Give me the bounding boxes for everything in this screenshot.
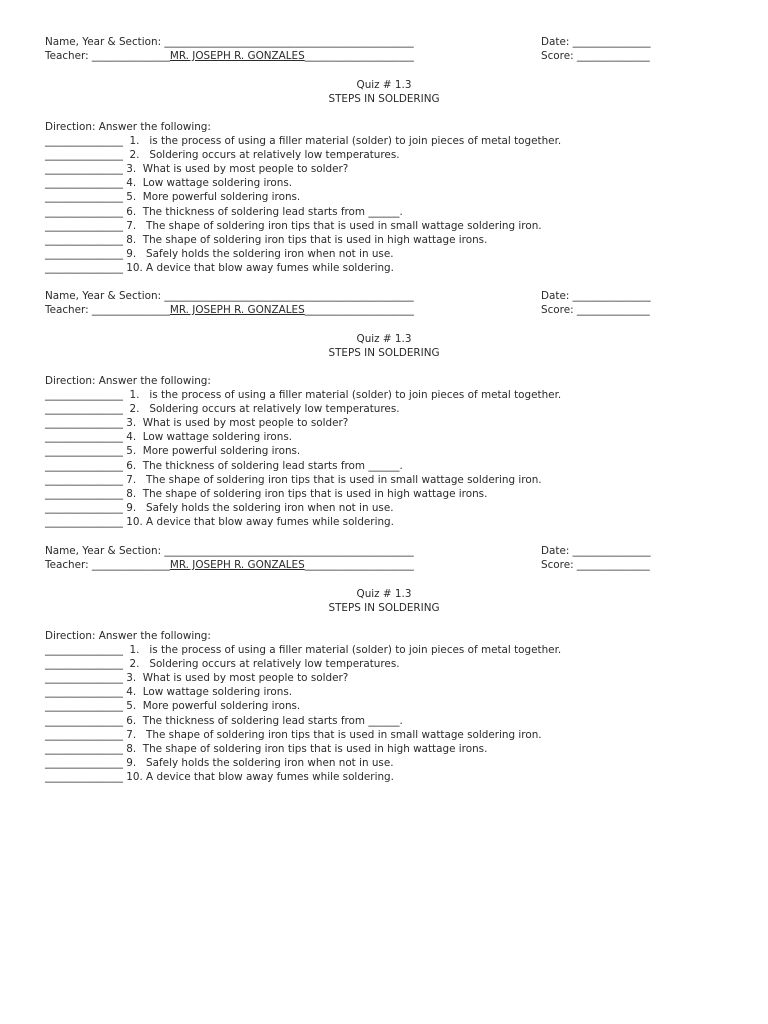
name-year-section-line: Name, Year & Section: ________________________________________________ xyxy=(45,36,414,48)
teacher-label: Teacher: _______________ xyxy=(45,50,170,62)
question-item: _______________ 4. Low wattage soldering irons. xyxy=(45,686,293,698)
question-item: _______________ 9. Safely holds the soldering iron when not in use. xyxy=(45,248,394,260)
date-line: Date: _______________ xyxy=(541,290,651,302)
teacher-line xyxy=(45,50,414,63)
question-item: _______________ 5. More powerful soldering irons. xyxy=(45,445,301,457)
question-item: _______________ 4. Low wattage soldering irons. xyxy=(45,431,293,443)
question-item: _______________ 8. The shape of soldering iron tips that is used in high wattage irons. xyxy=(45,743,488,755)
question-item: _______________ 7. The shape of soldering iron tips that is used in small wattage soldering iron. xyxy=(45,220,542,232)
teacher-label: Teacher: _______________ xyxy=(45,559,170,571)
question-item: _______________ 1. is the process of using a filler material (solder) to join pieces of metal together. xyxy=(45,389,562,401)
teacher-label: Teacher: _______________ xyxy=(45,304,170,316)
question-item: _______________ 6. The thickness of soldering lead starts from ______. xyxy=(45,715,403,727)
date-line: Date: _______________ xyxy=(541,36,651,48)
quiz-subtitle: STEPS IN SOLDERING xyxy=(328,347,440,359)
quiz-title: Quiz # 1.3 xyxy=(356,333,412,345)
question-item: _______________ 10. A device that blow away fumes while soldering. xyxy=(45,262,394,274)
question-item: _______________ 5. More powerful soldering irons. xyxy=(45,700,301,712)
question-item: _______________ 6. The thickness of soldering lead starts from ______. xyxy=(45,206,403,218)
teacher-tail: _____________________ xyxy=(304,304,414,316)
question-item: _______________ 10. A device that blow away fumes while soldering. xyxy=(45,771,394,783)
direction-text: Direction: Answer the following: xyxy=(45,630,211,642)
question-item: _______________ 10. A device that blow away fumes while soldering. xyxy=(45,516,394,528)
question-item: _______________ 9. Safely holds the soldering iron when not in use. xyxy=(45,757,394,769)
question-item: _______________ 7. The shape of soldering iron tips that is used in small wattage soldering iron. xyxy=(45,474,542,486)
question-item: _______________ 2. Soldering occurs at relatively low temperatures. xyxy=(45,403,400,415)
question-item: _______________ 5. More powerful soldering irons. xyxy=(45,191,301,203)
question-item: _______________ 1. is the process of using a filler material (solder) to join pieces of metal together. xyxy=(45,644,562,656)
score-line: Score: ______________ xyxy=(541,50,650,62)
question-item: _______________ 3. What is used by most people to solder? xyxy=(45,672,349,684)
direction-text: Direction: Answer the following: xyxy=(45,375,211,387)
question-item: _______________ 2. Soldering occurs at relatively low temperatures. xyxy=(45,658,400,670)
quiz-sheet-1 xyxy=(0,36,768,286)
question-item: _______________ 8. The shape of soldering iron tips that is used in high wattage irons. xyxy=(45,488,488,500)
teacher-line xyxy=(45,304,414,317)
question-item: _______________ 4. Low wattage soldering irons. xyxy=(45,177,293,189)
quiz-subtitle: STEPS IN SOLDERING xyxy=(328,602,440,614)
quiz-sheet-2 xyxy=(0,290,768,540)
teacher-tail: _____________________ xyxy=(304,559,414,571)
teacher-tail: _____________________ xyxy=(304,50,414,62)
direction-text: Direction: Answer the following: xyxy=(45,121,211,133)
question-item: _______________ 8. The shape of soldering iron tips that is used in high wattage irons. xyxy=(45,234,488,246)
date-line: Date: _______________ xyxy=(541,545,651,557)
score-line: Score: ______________ xyxy=(541,304,650,316)
question-item: _______________ 6. The thickness of soldering lead starts from ______. xyxy=(45,460,403,472)
name-year-section-line: Name, Year & Section: ________________________________________________ xyxy=(45,290,414,302)
question-item: _______________ 3. What is used by most people to solder? xyxy=(45,163,349,175)
name-year-section-line: Name, Year & Section: ________________________________________________ xyxy=(45,545,414,557)
teacher-name: MR. JOSEPH R. GONZALES xyxy=(169,559,305,571)
quiz-subtitle: STEPS IN SOLDERING xyxy=(328,93,440,105)
quiz-title: Quiz # 1.3 xyxy=(356,79,412,91)
teacher-line xyxy=(45,559,414,572)
question-item: _______________ 3. What is used by most people to solder? xyxy=(45,417,349,429)
question-item: _______________ 1. is the process of using a filler material (solder) to join pieces of metal together. xyxy=(45,135,562,147)
question-item: _______________ 2. Soldering occurs at relatively low temperatures. xyxy=(45,149,400,161)
score-line: Score: ______________ xyxy=(541,559,650,571)
teacher-name: MR. JOSEPH R. GONZALES xyxy=(169,304,305,316)
quiz-sheet-3 xyxy=(0,545,768,795)
question-item: _______________ 9. Safely holds the soldering iron when not in use. xyxy=(45,502,394,514)
teacher-name: MR. JOSEPH R. GONZALES xyxy=(169,50,305,62)
quiz-title: Quiz # 1.3 xyxy=(356,588,412,600)
question-item: _______________ 7. The shape of soldering iron tips that is used in small wattage soldering iron. xyxy=(45,729,542,741)
